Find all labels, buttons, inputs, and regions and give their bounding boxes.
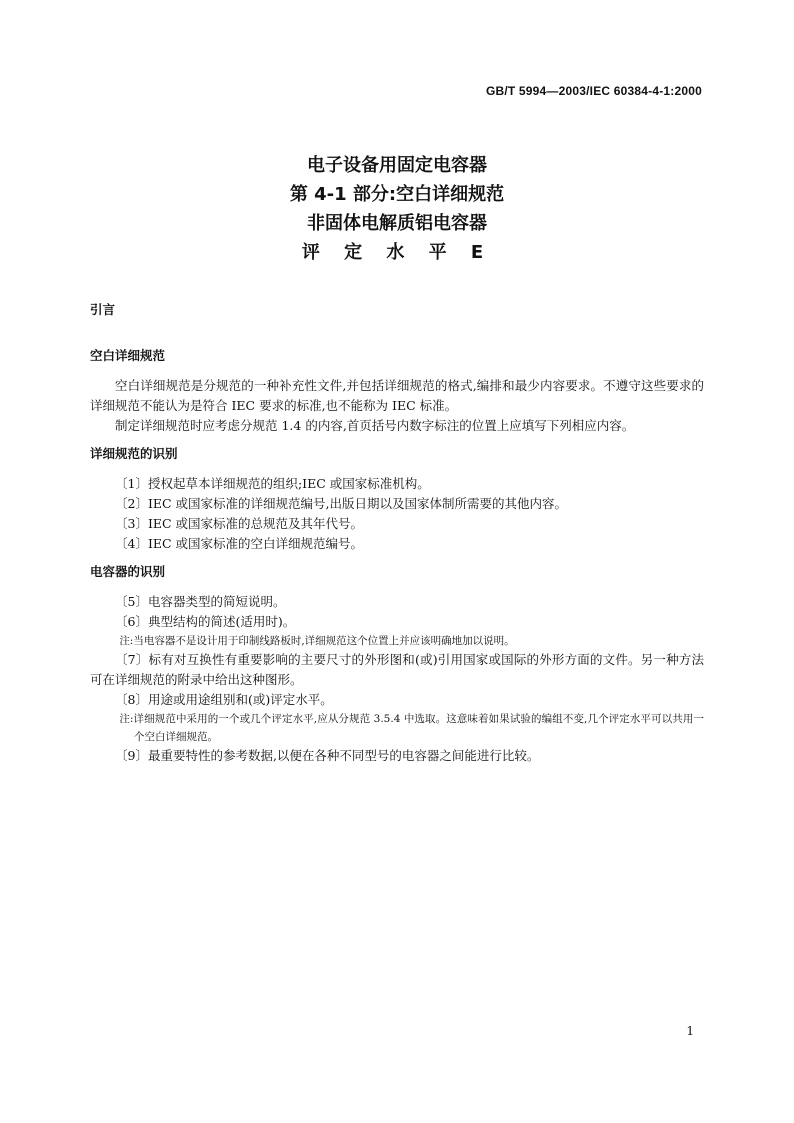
- heading-blank-detail-spec: 空白详细规范: [90, 348, 166, 363]
- note: 注:当电容器不是设计用于印制线路板时,详细规范这个位置上并应该明确地加以说明。: [119, 635, 515, 647]
- paragraph-blank-spec-1: 空白详细规范是分规范的一种补充性文件,并包括详细规范的格式,编排和最少内容要求。不遵守这些要求的详细规范不能认为是符合 IEC 要求的标准,也不能称为 IEC 标准。: [90, 378, 704, 413]
- list-item: 〔8〕用途或用途组别和(或)评定水平。: [115, 692, 333, 707]
- heading-capacitor-identification: 电容器的识别: [90, 564, 166, 579]
- heading-introduction: 引言: [90, 302, 116, 317]
- paragraph-blank-spec-2: 制定详细规范时应考虑分规范 1.4 的内容,首页括号内数字标注的位置上应填写下列相应内容。: [115, 418, 635, 433]
- page-number: 1: [686, 1024, 694, 1038]
- list-item: 〔9〕最重要特性的参考数据,以便在各种不同型号的电容器之间能进行比较。: [115, 748, 540, 763]
- document-code: GB/T 5994—2003/IEC 60384-4-1:2000: [485, 84, 702, 98]
- title-line-2: 第 4-1 部分:空白详细规范: [289, 184, 505, 205]
- document-title: [0, 151, 794, 267]
- heading-spec-identification: 详细规范的识别: [90, 446, 178, 461]
- list-item: 〔7〕标有对互换性有重要影响的主要尺寸的外形图和(或)引用国家或国际的外形方面的文件。另一种方法可在详细规范的附录中给出这种图形。: [90, 652, 704, 687]
- list-item: 〔5〕电容器类型的简短说明。: [115, 594, 286, 609]
- title-line-4: 评 定 水 平 E: [301, 242, 493, 263]
- list-item: 〔2〕IEC 或国家标准的详细规范编号,出版日期以及国家体制所需要的其他内容。: [115, 496, 568, 511]
- note: 注:详细规范中采用的一个或几个评定水平,应从分规范 3.5.4 中选取。这意味着如果试验的编组不变,几个评定水平可以共用一个空白详细规范。: [119, 713, 704, 743]
- list-item: 〔4〕IEC 或国家标准的空白详细规范编号。: [115, 536, 364, 551]
- list-item: 〔1〕授权起草本详细规范的组织;IEC 或国家标准机构。: [115, 476, 430, 491]
- title-line-3: 非固体电解质铝电容器: [307, 213, 487, 234]
- list-item: 〔3〕IEC 或国家标准的总规范及其年代号。: [115, 516, 364, 531]
- document-body: [90, 300, 704, 766]
- title-line-1: 电子设备用固定电容器: [307, 155, 487, 176]
- list-item: 〔6〕典型结构的简述(适用时)。: [115, 614, 296, 629]
